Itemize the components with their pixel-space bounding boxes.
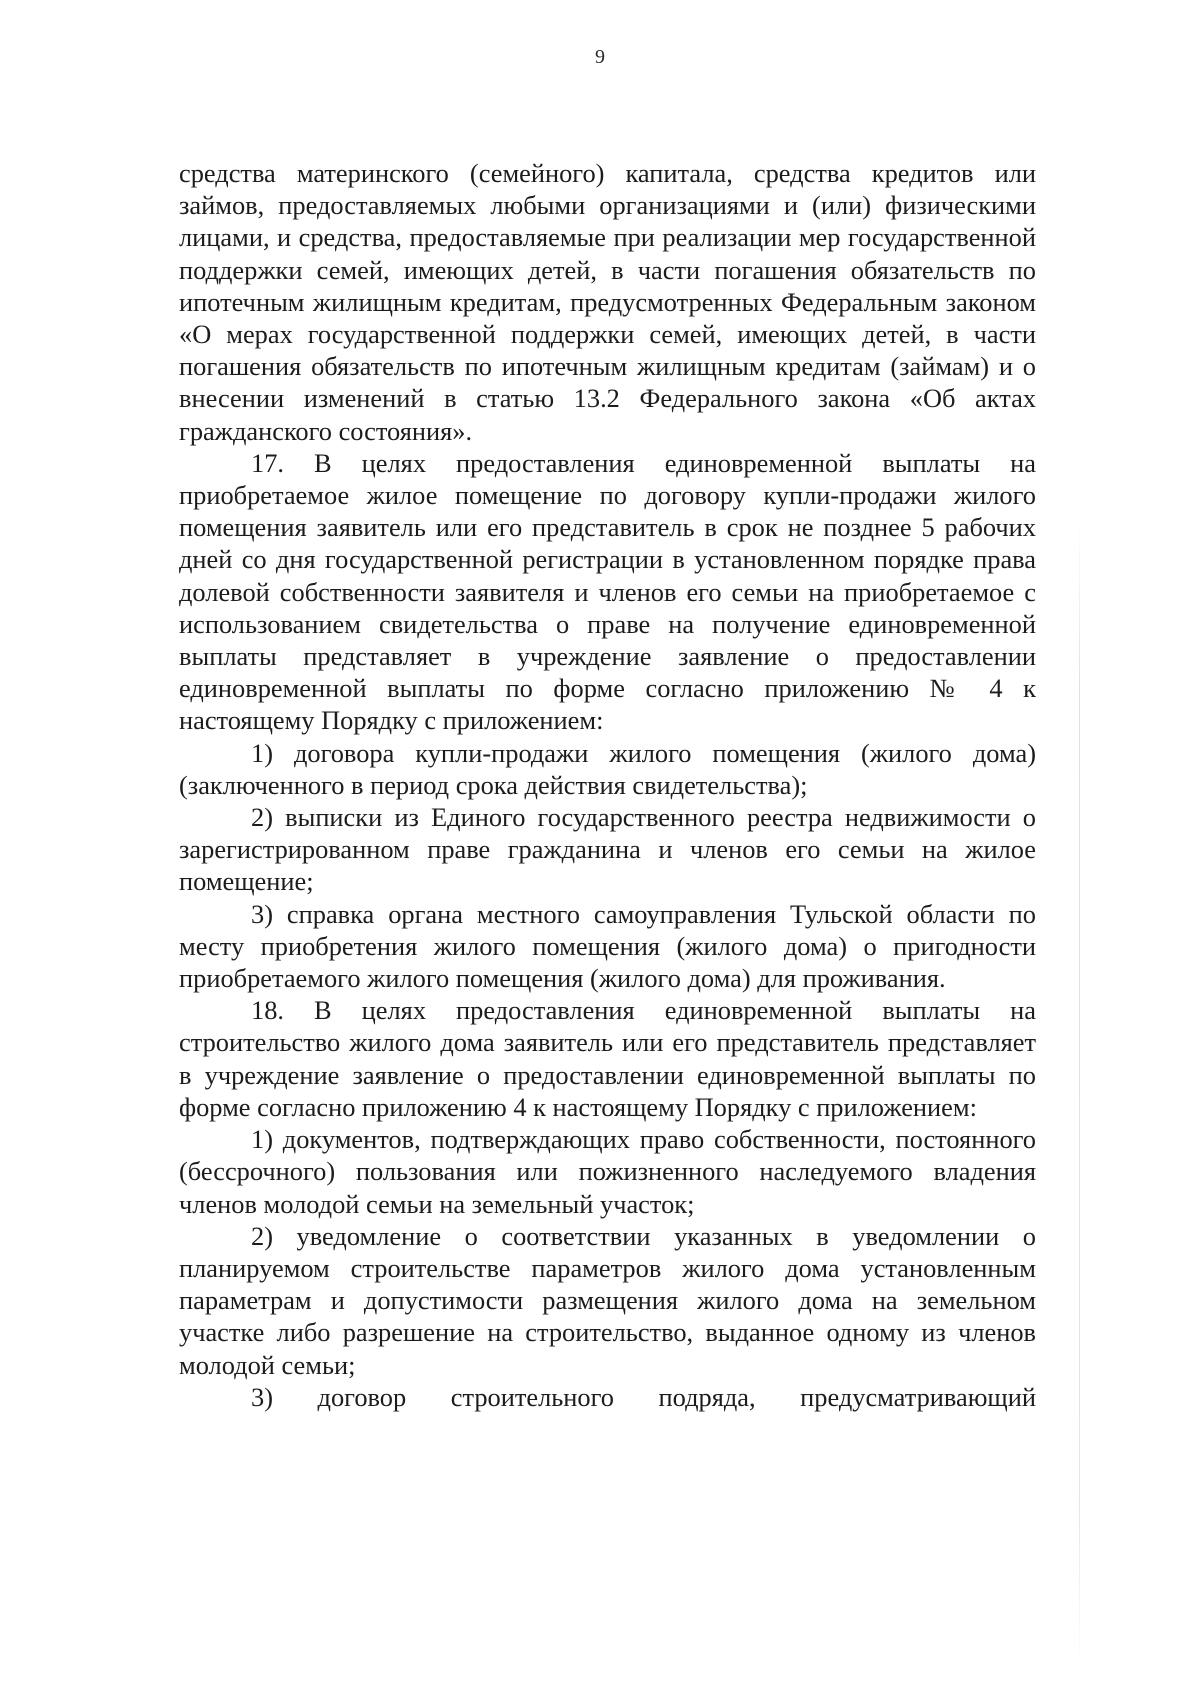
paragraph-item-18-2: 2) уведомление о соответствии указанных в уведомлении о планируемом строительстве параметров жилого дома установленным параметрам и допустимости размещения жилого дома на земельном участке либо разрешение на строительство, выданное одному из членов молодой семьи; <box>179 1220 1036 1380</box>
paragraph-item-17-3: 3) справка органа местного самоуправления Тульской области по месту приобретения жилого помещения (жилого дома) о пригодности приобретаемого жилого помещения (жилого дома) для проживания. <box>179 898 1036 994</box>
paragraph-item-18-1: 1) документов, подтверждающих право собственности, постоянного (бессрочного) пользования или пожизненного наследуемого владения членов молодой семьи на земельный участок; <box>179 1124 1036 1219</box>
paragraph-item-18-3: 3) договор строительного подряда, предусматривающий <box>251 1381 1036 1412</box>
scan-edge-line <box>1079 520 1080 1670</box>
document-body <box>179 157 1036 1413</box>
paragraph-item-17-1: 1) договора купли-продажи жилого помещения (жилого дома) (заключенного в период срока действия свидетельства); <box>179 737 1036 800</box>
page-number: 9 <box>595 46 605 68</box>
paragraph-item-17: 17. В целях предоставления единовременной выплаты на приобретаемое жилое помещение по договору купли-продажи жилого помещения заявитель или его представитель в срок не позднее 5 рабочих дней со дня государственной регистрации в установленном порядке права долевой собственности заявителя и членов его семьи на приобретаемое с использованием свидетельства о праве на получение единовременной выплаты представляет в учреждение заявление о предоставлении единовременной выплаты по форме согласно приложению № 4 к настоящему Порядку с приложением: <box>179 447 1036 736</box>
paragraph-item-18: 18. В целях предоставления единовременной выплаты на строительство жилого дома заявитель или его представитель представляет в учреждение заявление о предоставлении единовременной выплаты по форме согласно приложению 4 к настоящему Порядку с приложением: <box>179 995 1036 1122</box>
paragraph-continuation: средства материнского (семейного) капитала, средства кредитов или займов, предоставляемых любыми организациями и (или) физическими лицами, и средства, предоставляемые при реализации мер государственной поддержки семей, имеющих детей, в части погашения обязательств по ипотечным жилищным кредитам, предусмотренных Федеральным законом «О мерах государственной поддержки семей, имеющих детей, в части погашения обязательств по ипотечным жилищным кредитам (займам) и о внесении изменений в статью 13.2 Федерального закона «Об актах гражданского состояния». <box>179 158 1036 446</box>
paragraph-item-17-2: 2) выписки из Единого государственного реестра недвижимости о зарегистрированном праве гражданина и членов его семьи на жилое помещение; <box>179 802 1036 897</box>
